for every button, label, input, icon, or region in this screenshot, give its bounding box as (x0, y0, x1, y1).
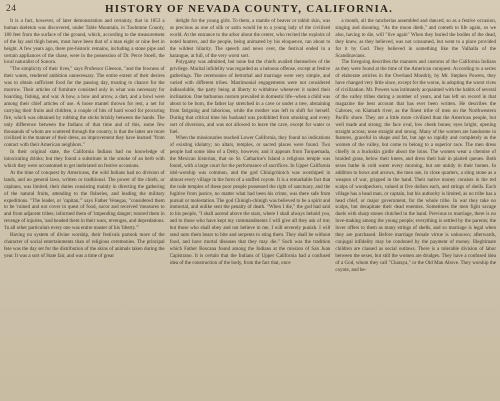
text-columns (4, 18, 496, 399)
page-title: HISTORY OF NEVADA COUNTY, CALIFORNIA. (104, 3, 394, 15)
paragraph: The foregoing describes the manners and customs of the California Indians as they were found at the time of the American conquest. According to a series of elaborate articles in the Overland Monthly, by Mr. Stephen Powers, they have changed very little since, except for the worse, in adopting the worst vices of civilization. Mr. Powers was intimately acquainted with the habits of several of the valley tribes during a number of years, and has left on record in that magazine the best account that has ever been written. He describes the Cahroes, on Klamath river, as the finest tribe of men on the Northwestern Pacific shore. They are a little more civilized than the American people, but well made and strong; the face oval, low cheek bones; eyes bright, opening straight across; nose straight and strong. Many of the women are handsome in features, graceful in shape and fat, but age so rapidly and completely as the women of the valley, but come to belong to a superior race. The men dress chiefly in a buckskin girdle about the loins. The women wear a chemise of braided grass, below their knees, and dress their hair in plaited queues. Both sexes bathe in cold water every morning, but are untidy in their homes. In addition to bows and arrows, the men use, in close quarters, a sling stone as a weapon of war, gripped in the hand. Their native money consists in the red scalps of woodpeckers, valued at five dollars each, and strings of shells. Each village has a head man, or captain, but his authority is limited, as no tribe has a head chief, or major government, for the whole tribe. In war they take no scalps, but decapitate their dead enemies. Sometimes the men fight savage duels with sharp stones clutched in the hand. Previous to marriage, there is no love-making among the young people; everything is settled by the parents; the lover offers to them as many strings of shells, and so marriage is legal when they are purchased. Before marriage female virtue is unknown; afterwards, conjugal infidelity may be condoned by the payment of money. Illegitimate children are classed as social outlaws. There is a tolerable division of labor between the sexes, but still the women are drudges. They have a confused idea of a God, whom they call "Charaya," or the Old Man Above. They worship the coyote, and be- (335, 59, 497, 273)
text-column-right (335, 18, 496, 399)
paragraph: At the time of conquest by Americans, the wild Indians had no division of lands, and no general laws, written or traditional. The power of the chiefs, or capitans, was limited, their duties consisting mainly in directing the gathering of the natural fruits, attending to the fisheries, and leading the military expeditions. "The leader, or 'capitan,'" says Father Venegas, "considered them to be 'ruined and not cover in quest of food, sucor and received 'measures to and from adjacent tribes; informed them of 'impending danger; tutored them in revenge of injuries, 'and headed them in their wars, revenges, and depredations. 'In all other particulars every one was entire master of his 'liberty.'" (4, 169, 165, 232)
paragraph: "The simplicity of their lives," says Professor Gleeson, "and the fewness of their wants, rendered ambition unnecessary. The entire extent of their desires was to obtain sufficient food for the passing day, trusting to chance for the morrow. Their articles of furniture consisted only in what was necessary for hoarding, fishing, and war. A bow, a bow and arrow, a dart, and a bowl were among their chief articles of use. A loose mantel thrown for rest, a net for carrying their fruits and children, a couple of hits of hard wood for procuring fire, which was obtained by rubbing the sticks briskly between the hands. The only difference between the Indians of that time and of this, some few thousands of whom are scattered through the country, is that the latter are more civilized in the manner of their dress, an improvement they have learned "from contact with their American neighbors." (4, 66, 165, 149)
page-number: 24 (6, 4, 17, 14)
paragraph: Having no system of divine worship, their festivals partook more of the character of social entertainments than of religious ceremonies. The principal fete was the day set for the distribution of the skins of animals taken during the year. It was a sort of State fair, and was a time of great (4, 232, 165, 259)
paragraph: a month, all the rancherias assembled and danced, so as a festive occasion, singing and shouting. "As the moon dieth," and cometh to life again, so we also, having to die, will "live again" When they buried the bodies of the dead, they knew, as they believed, was not consumed, but went to a place provided for it by God. They believed in something like the Valhalla of the Scandinavians. (335, 18, 497, 59)
text-column-left (4, 18, 165, 399)
paragraph: Polygamy was admitted, but none but the chiefs availed themselves of the privilege. Marital infidelity was regarded as a heinous offense, except at festive gatherings. The ceremonies of betrothal and marriage were very simple, and varied with different tribes. Matrimonial engagements were not considered indissoluble, the party being at liberty to withdraw whenever it suited their inclination. One barbarous custom prevailed in domestic life--when a child was about to be born, the father lay stretched in a cave or under a tree, abstaining from fatiguing and laborious, while the mother was left to shift for herself. During that critical time his husband was prohibited from smoking and every sort of diversion, and was not allowed to leave the cave, except for water or fuel. (169, 59, 331, 135)
paragraph: In their original state, the California Indians had no knowledge of intoxicating drinks; but they found a substitute in the smoke of an herb with which they were accustomed to get inebriated on festive occasions. (4, 149, 165, 170)
text-column-middle (170, 18, 331, 399)
paragraph: When the missionaries reached Lower California, they found no indications of existing idolatry; no altars, temples, or sacred places were found. Two people had some idea of a Deity, however, and it appears from Torquemada, the Mexican historian, that on St. Catharine's Island a religious temple was found, with a large court for the performance of sacrifices. In Upper California idol-worship was common, and the god Chinigchinich was worshiped in almost every village in the form of a stuffed coyote. It is a remarkable fact that the rude temples of these poor people possessed the right of sanctuary, and the fugitive from justice, no matter what had been his crime, was there safe from pursuit or molestation. The god Chinigh-chinigh was believed to be a spirit and immortal, and unlike sent the penalty of death. "When I die," the god had said to his people, "I shall ascend above the stars, where I shall always behold you, and to those who have kept my commandments I will give all they ask of me; but those who shall obey and not believe in me, I will severely punish. I will send unto them bears to bite and serpents to sting them. They shall be without food, and have mortal diseases that they may die." Such was the tradition which Father Boscana found among the Indians at the mission of San Juan Capistrano. It is certain that the Indians of Upper California had a confused idea of the construction of the body, from the fact that, once (169, 135, 331, 266)
paragraph: delight for the young girls. To them, a mantle of beaver or rabbit skin, was as precious as one of silk or satin would be to a young lady of the civilized world. At the entrance to the arbor about the center, who recited the exploits of noted hunters, and the people, being animated by his eloquence, ran about to the wildest hilarity. The speech and news over, the festival ended in a harangue, at full, of the very worst sort. (169, 18, 331, 59)
paragraph: It is a fact, however, of later demonstration and certainty, that in 1853 a human skeleton was discovered, under Table Mountain, in Tuolumne County, 180 feet from the surface of the ground, which, according to the measurement of the lay and thigh bones, must have been that of a man eight or nine feet in height. A few years ago, there pre-historic remains, including a stone pipe and certain appliances of the chase, were in the possession of Dr. Perce Stoell, the local naturalist of Sonora. (4, 18, 165, 66)
running-head (6, 4, 492, 16)
